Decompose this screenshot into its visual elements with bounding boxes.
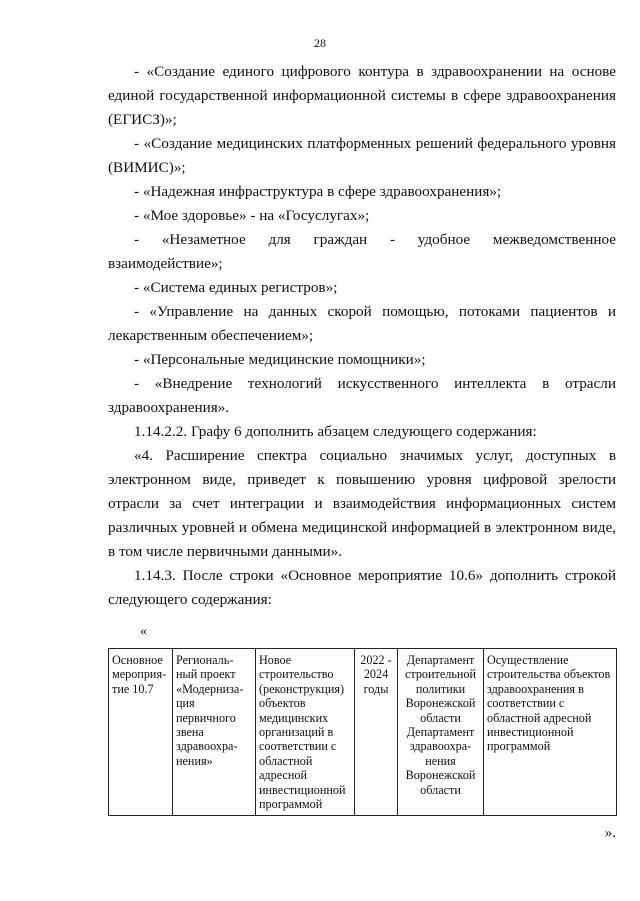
paragraph: - «Незаметное для граждан - удобное межведомственное взаимодействие»; — [108, 231, 616, 272]
table-cell: Новое строительство (реконструкция) объектов медицинских организаций в соответствии с областной адресной инвестиционной программой — [256, 649, 355, 816]
table-cell: 2022 - 2024 годы — [355, 649, 398, 816]
paragraph: - «Внедрение технологий искусственного интеллекта в отрасли здравоохранения». — [108, 375, 616, 416]
paragraph: - «Создание единого цифрового контура в здравоохранении на основе единой государственной информационной системы в сфере здравоохранения (ЕГИСЗ)»; — [108, 63, 616, 128]
table-cell: Основное мероприя-тие 10.7 — [109, 649, 173, 816]
paragraph: «4. Расширение спектра социально значимых услуг, доступных в электронном виде, приведет к повышению уровня цифровой зрелости отрасли за счет интеграции и взаимодействия информационных систем различных уровней и обмена медицинской информацией в электронном виде, в том числе первичными данными». — [108, 447, 616, 560]
paragraph: - «Мое здоровье» - на «Госуслугах»; — [134, 207, 370, 224]
table-cell: Осуществление строительства объектов здравоохранения в соответствии с областной адресной инвестиционной программой — [484, 649, 617, 816]
paragraph: - «Управление на данных скорой помощью, потоками пациентов и лекарственным обеспечением»; — [108, 303, 616, 344]
opening-quote: « — [140, 624, 147, 639]
table-cell: Департамент строительной политики Воронежской области Департамент здравоохра-нения Воронежской области — [398, 649, 484, 816]
closing-quote: ». — [604, 825, 616, 842]
paragraph: 1.14.2.2. Графу 6 дополнить абзацем следующего содержания: — [134, 423, 537, 440]
table-row — [109, 649, 617, 816]
page-number: 28 — [314, 36, 326, 50]
table-cell: Региональ-ный проект «Модерниза-ция первичного звена здравоохра-нения» — [173, 649, 256, 816]
paragraph: 1.14.3. После строки «Основное мероприятие 10.6» дополнить строкой следующего содержания: — [108, 567, 616, 608]
document-body — [108, 60, 616, 842]
paragraph: - «Персональные медицинские помощники»; — [134, 351, 426, 368]
paragraph: - «Система единых регистров»; — [134, 279, 338, 296]
paragraph: - «Надежная инфраструктура в сфере здравоохранения»; — [134, 183, 502, 200]
measures-table — [108, 648, 617, 816]
paragraph: - «Создание медицинских платформенных решений федерального уровня (ВИМИС)»; — [108, 135, 616, 176]
